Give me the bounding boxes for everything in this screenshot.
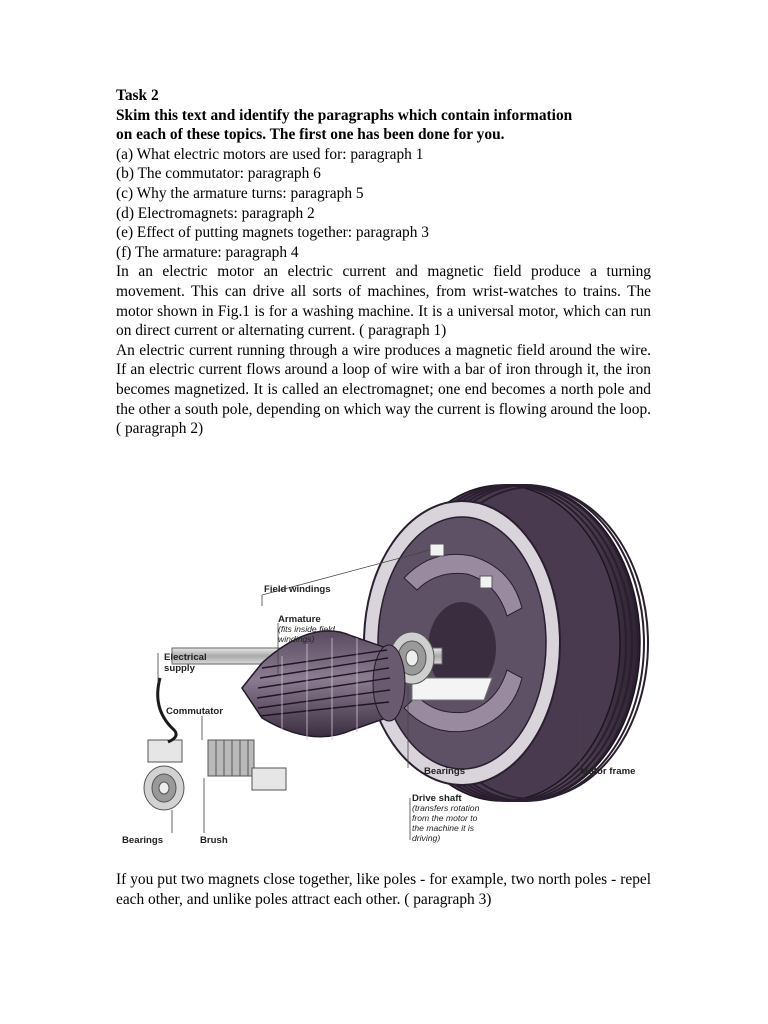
label-armature: Armature (278, 614, 321, 625)
label-bearings-left: Bearings (122, 835, 164, 846)
task-instruction-line-1: Skim this text and identify the paragraphs which contain information (116, 106, 573, 124)
label-electrical-1: Electrical (164, 652, 207, 663)
label-drive-shaft: Drive shaft (412, 793, 462, 804)
brush-left (148, 740, 182, 762)
task-item-f: (f) The armature: paragraph 4 (116, 243, 299, 261)
label-drive-note-3: the machine it is (412, 823, 475, 833)
label-field-windings: Field windings (264, 584, 331, 595)
motor-illustration (112, 478, 652, 853)
label-electrical-2: supply (164, 663, 195, 674)
label-drive-note-2: from the motor to (412, 813, 478, 823)
brush-right (252, 768, 286, 790)
label-bearings-mid: Bearings (424, 766, 466, 777)
bearing-left (144, 766, 184, 810)
motor-diagram (112, 478, 652, 853)
task-item-b: (b) The commutator: paragraph 6 (116, 165, 321, 183)
label-commutator: Commutator (166, 706, 224, 717)
document-body (116, 86, 651, 439)
label-armature-note-2: windings) (278, 634, 315, 644)
paragraph-3: If you put two magnets close together, like poles - for example, two north poles - repel each other, and unlike poles attract each other. ( paragraph 3) (116, 871, 651, 908)
paragraph-2: An electric current running through a wire produces a magnetic field around the wire. If an electric current flows around a loop of wire with a bar of iron through it, the iron becomes magnetized. It is called an electromagnet; one end becomes a north pole and the other a south pole, depending on which way the current is flowing around the loop. ( paragraph 2) (116, 341, 651, 438)
label-armature-note-1: (fits inside field (278, 624, 335, 634)
task-item-e: (e) Effect of putting magnets together: paragraph 3 (116, 224, 429, 242)
task-item-c: (c) Why the armature turns: paragraph 5 (116, 184, 364, 202)
label-drive-note-4: driving) (412, 833, 441, 843)
commutator (208, 740, 254, 776)
label-drive-note-1: (transfers rotation (412, 803, 480, 813)
task-item-d: (d) Electromagnets: paragraph 2 (116, 204, 315, 222)
task-item-a: (a) What electric motors are used for: paragraph 1 (116, 145, 424, 163)
task-instruction-line-2: on each of these topics. The first one has been done for you. (116, 126, 505, 144)
label-brush: Brush (200, 835, 228, 846)
task-title: Task 2 (116, 87, 159, 104)
paragraph-1: In an electric motor an electric current and magnetic field produce a turning movement. This can drive all sorts of machines, from wrist-watches to trains. The motor shown in Fig.1 is for a washing machine. It is a universal motor, which can run on direct current or alternating current. ( paragraph 1) (116, 263, 651, 340)
label-motor-frame: Motor frame (580, 766, 636, 777)
